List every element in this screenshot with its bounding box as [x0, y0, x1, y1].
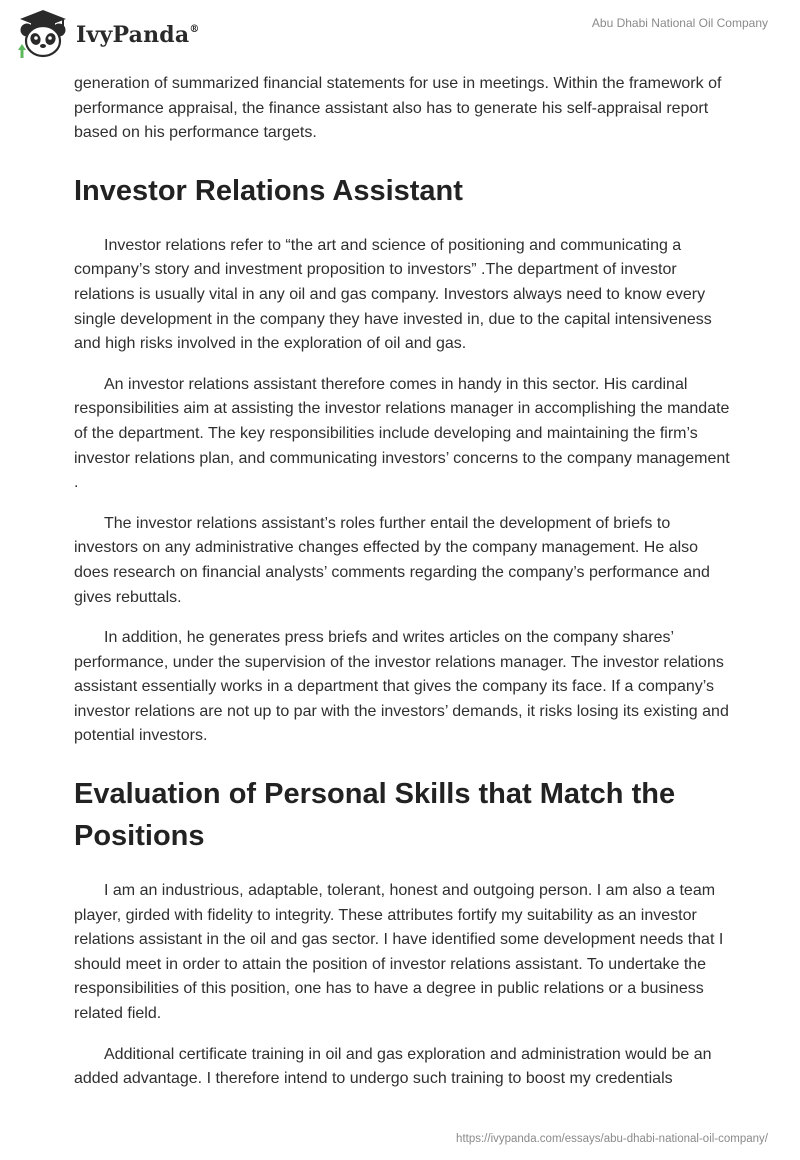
- paragraph: The investor relations assistant’s roles further entail the development of briefs to investors on any administrative changes effected by the company management. He also does research on financial analysts’ comments regarding the company’s performance and gives rebuttals.: [74, 514, 710, 606]
- paragraph: In addition, he generates press briefs and writes articles on the company shares’ performance, under the supervision of the investor relations manager. The investor relations assistant essentially works in a department that gives the company its face. If a company’s investor relations are not up to par with the investors’ demands, it risks losing its existing and potential investors.: [74, 629, 729, 745]
- paragraph: Additional certificate training in oil and gas exploration and administration would be an added advantage. I therefore intend to undergo such training to boost my credentials: [74, 1045, 712, 1088]
- essay-body: [74, 72, 730, 1108]
- brand-name: IvyPanda®: [76, 22, 200, 48]
- page-header: [0, 0, 800, 70]
- panda-graduate-logo-icon: [14, 8, 72, 60]
- intro-paragraph: generation of summarized financial statements for use in meetings. Within the framework of performance appraisal, the finance assistant also has to generate his self-appraisal report based on his performance targets.: [74, 75, 722, 142]
- paragraph: Investor relations refer to “the art and science of positioning and communicating a company’s story and investment proposition to investors” .The department of investor relations is usually vital in any oil and gas company. Investors always need to know every single development in the company they have invested in, due to the capital intensiveness and high risks involved in the exploration of oil and gas.: [74, 236, 712, 353]
- paragraph: An investor relations assistant therefore comes in handy in this sector. His cardinal responsibilities aim at assisting the investor relations manager in accomplishing the mandate of the department. The key responsibilities include developing and maintaining the firm’s investor relations plan, and communicating investors’ concerns to the company management .: [74, 375, 730, 492]
- section-heading-investor-relations: Investor Relations Assistant: [74, 174, 463, 207]
- document-title: Abu Dhabi National Oil Company: [591, 16, 768, 30]
- source-url-link[interactable]: https://ivypanda.com/essays/abu-dhabi-national-oil-company/: [456, 1133, 768, 1145]
- section-heading-personal-skills: Evaluation of Personal Skills that Match the Positions: [74, 778, 676, 853]
- paragraph: I am an industrious, adaptable, tolerant, honest and outgoing person. I am also a team player, girded with fidelity to integrity. These attributes fortify my suitability as an investor relations assistant in the oil and gas sector. I have identified some development needs that I should meet in order to attain the position of investor relations assistant. To undertake the responsibilities of this position, one has to have a degree in public relations or a business related field.: [74, 882, 724, 1023]
- brand-logo[interactable]: [14, 8, 200, 60]
